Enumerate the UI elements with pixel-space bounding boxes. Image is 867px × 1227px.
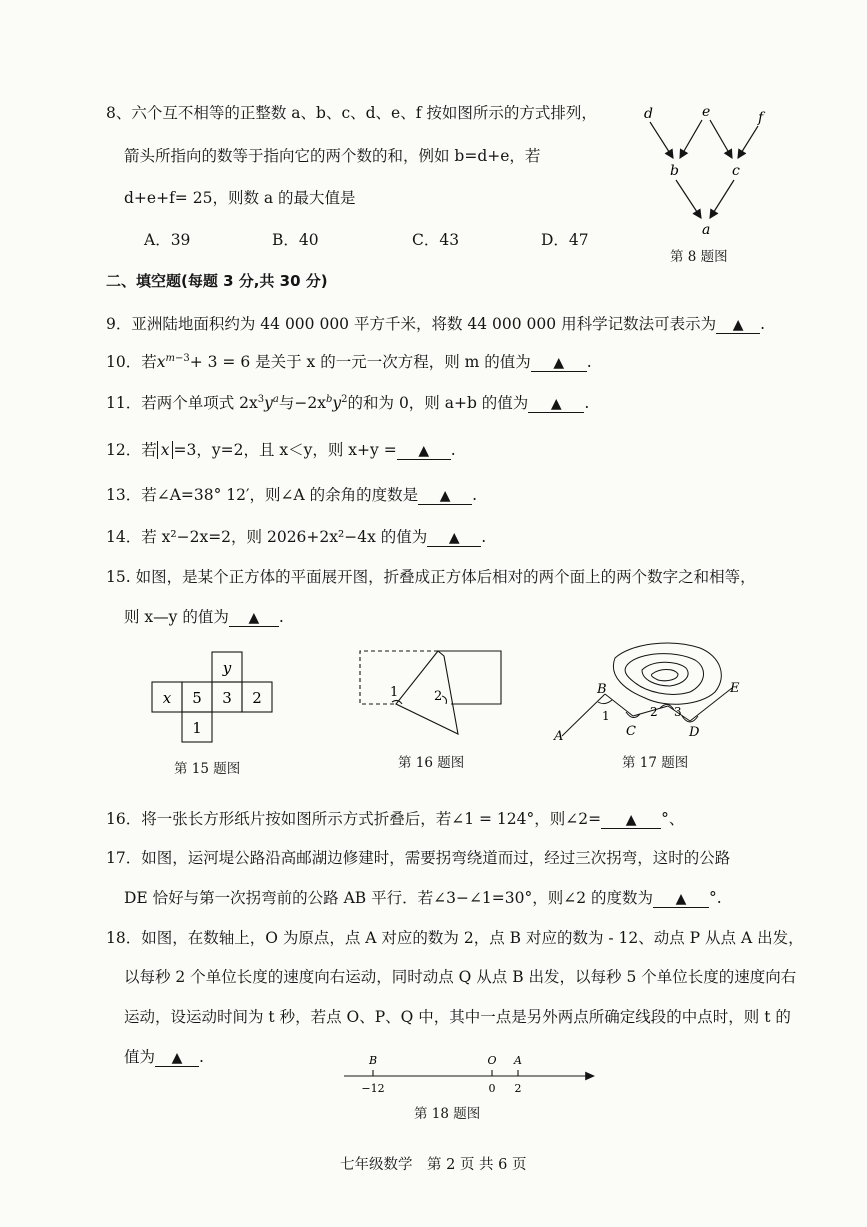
fig8-label-f: f (758, 110, 764, 126)
fig17-angle-2: 2 (650, 705, 658, 719)
fig18-tick-label: 0 (488, 1082, 496, 1095)
q8-option-a: A．39 (144, 231, 191, 249)
answer-blank: ▲ (653, 891, 709, 908)
answer-blank: ▲ (716, 317, 760, 334)
q18-end: . (199, 1048, 204, 1066)
fig15-cube-net (150, 650, 275, 745)
fig15-cell-1: 1 (192, 719, 202, 737)
q8-line1: 8、六个互不相等的正整数 a、b、c、d、e、f 按如图所示的方式排列， (106, 104, 597, 122)
q11-end: . (584, 394, 590, 412)
q17-line1: 17．如图，运河堤公路沿高邮湖边修建时，需要拐弯绕道而过，经过三次拐弯，这时的公路 (106, 849, 731, 867)
q11-mid: 与−2x (278, 394, 326, 412)
q17-line2-text: DE 恰好与第一次拐弯前的公路 AB 平行．若∠3−∠1=30°，则∠2 的度数为 (124, 889, 654, 907)
q10: 10．若$x^{m-3}+ 3 = 6$ 是关于 x 的一元一次方程，则 m 的值为 ▲ . (106, 352, 592, 371)
fig8-arrow (680, 120, 702, 158)
fig15-cell-x: x (162, 689, 172, 707)
answer-blank: ▲ (427, 530, 481, 547)
fig8-label-c: c (732, 163, 740, 179)
fig8-arrow (676, 180, 701, 218)
answer-blank: ▲ (418, 488, 472, 505)
q10-end: . (586, 353, 592, 371)
q16-text: 16．将一张长方形纸片按如图所示方式折叠后，若∠1 = 124°，则∠2= (106, 810, 602, 828)
q10-mid: + 3 = 6 是关于 x 的一元一次方程，则 m 的值为 (189, 353, 531, 371)
q11-post: 的和为 0，则 a+b 的值为 (347, 394, 529, 412)
answer-blank: ▲ (155, 1050, 199, 1067)
fig17-caption: 第 17 题图 (622, 755, 689, 771)
q8-line2: 箭头所指向的数等于指向它的两个数的和，例如 b=d+e，若 (124, 147, 541, 165)
fig16-angle-2: 2 (434, 689, 443, 704)
q18-line3: 运动，设运动时间为 t 秒，若点 O、P、Q 中，其中一点是另外两点所确定线段的中点时，则 t 的 (124, 1008, 791, 1026)
fig15-cell-3: 3 (222, 689, 232, 707)
fig18-point-O: O (487, 1054, 497, 1067)
q14 (106, 525, 486, 547)
q18-line2: 以每秒 2 个单位长度的速度向右运动，同时动点 Q 从点 B 出发，以每秒 5 个单位长度的速度向右 (124, 968, 797, 986)
fig18-tick-label: −12 (361, 1082, 385, 1095)
fig17-label-D: D (689, 725, 700, 740)
fig15-cell-5: 5 (192, 689, 202, 707)
fig16-caption: 第 16 题图 (398, 755, 465, 771)
page-footer: 七年级数学 第 2 页 共 6 页 (340, 1157, 527, 1173)
fig17-label-B: B (597, 682, 607, 697)
q12-post: =3，y=2，且 x＜y，则 x+y = (173, 441, 397, 459)
answer-blank: ▲ (528, 396, 584, 413)
q17-end: °. (709, 889, 722, 907)
fig18-point-A: A (514, 1054, 522, 1067)
q8-arrow-diagram (630, 100, 780, 240)
fig8-arrow (650, 122, 673, 158)
q8-option-b: B．40 (272, 231, 319, 249)
q11: 11．若两个单项式 $2x^3y^a$与$-2x^by^2$的和为 0，则 a+b 的值为 ▲ . (106, 393, 590, 412)
fig17-angle-1: 1 (602, 709, 610, 723)
fig8-label-a: a (702, 222, 711, 238)
fig8-label-b: b (670, 163, 679, 179)
fig18-point-B: B (368, 1054, 378, 1067)
q18-line4 (124, 1045, 204, 1067)
fig16-folded-paper (358, 646, 508, 736)
q11-pre: 11．若两个单项式 2x (106, 394, 258, 412)
fig8-label-e: e (702, 104, 711, 120)
fig18-tick-label: 2 (514, 1082, 522, 1095)
fig18-number-line (338, 1052, 600, 1097)
q13 (106, 483, 477, 505)
q12-end: . (450, 441, 456, 459)
q8-option-c: C．43 (412, 231, 460, 249)
q12-pre: 12．若 (106, 441, 157, 459)
q17-line2 (124, 886, 722, 908)
fig18-caption: 第 18 题图 (414, 1106, 481, 1122)
fig8-caption: 第 8 题图 (670, 249, 728, 265)
section-title: 二、填空题(每题 3 分,共 30 分) (106, 272, 328, 290)
answer-blank: ▲ (531, 355, 587, 372)
answer-blank: ▲ (601, 812, 661, 829)
fig17-label-A: A (554, 729, 564, 744)
q13-text: 13．若∠A=38° 12′，则∠A 的余角的度数是 (106, 486, 419, 504)
q15-line2-text: 则 x—y 的值为 (124, 608, 229, 626)
q15-end: . (278, 608, 284, 626)
q13-end: . (472, 486, 478, 504)
q8-option-d: D．47 (541, 231, 589, 249)
q14-text: 14．若 x²−2x=2，则 2026+2x²−4x 的值为 (106, 528, 428, 546)
q9-text: 9．亚洲陆地面积约为 44 000 000 平方千米，将数 44 000 000 用科学记数法可表示为 (106, 315, 717, 333)
q16 (106, 807, 684, 829)
q15-line1: 15. 如图，是某个正方体的平面展开图，折叠成正方体后相对的两个面上的两个数字之和相等， (106, 568, 756, 586)
q9-end: . (760, 315, 766, 333)
q8-line3: d+e+f= 25，则数 a 的最大值是 (124, 189, 356, 207)
fig8-arrow (738, 126, 758, 158)
fig15-cell-2: 2 (252, 689, 262, 707)
fig17-label-E: E (730, 681, 740, 696)
q10-pre: 10．若 (106, 353, 157, 371)
fig15-cell-y: y (222, 659, 232, 677)
q12: 12．若 x =3，y=2，且 x＜y，则 x+y = ▲ . (106, 441, 456, 459)
fig8-arrow (710, 120, 732, 158)
answer-blank: ▲ (397, 443, 451, 460)
fig8-arrow (710, 180, 734, 218)
q14-end: . (481, 528, 487, 546)
answer-blank: ▲ (229, 610, 279, 627)
fig15-caption: 第 15 题图 (174, 761, 241, 777)
fig17-label-C: C (626, 724, 636, 739)
fig17-angle-3: 3 (674, 705, 682, 719)
q9 (106, 312, 765, 334)
fig8-label-d: d (644, 106, 653, 122)
q16-end: °、 (661, 810, 685, 828)
fig17-road-map (550, 636, 750, 746)
q15-line2 (124, 605, 284, 627)
fig16-angle-1: 1 (390, 685, 399, 700)
q18-line1: 18．如图，在数轴上，O 为原点，点 A 对应的数为 2，点 B 对应的数为 - 12、动点 P 从点 A 出发， (106, 929, 804, 947)
q18-line4-text: 值为 (124, 1048, 156, 1066)
